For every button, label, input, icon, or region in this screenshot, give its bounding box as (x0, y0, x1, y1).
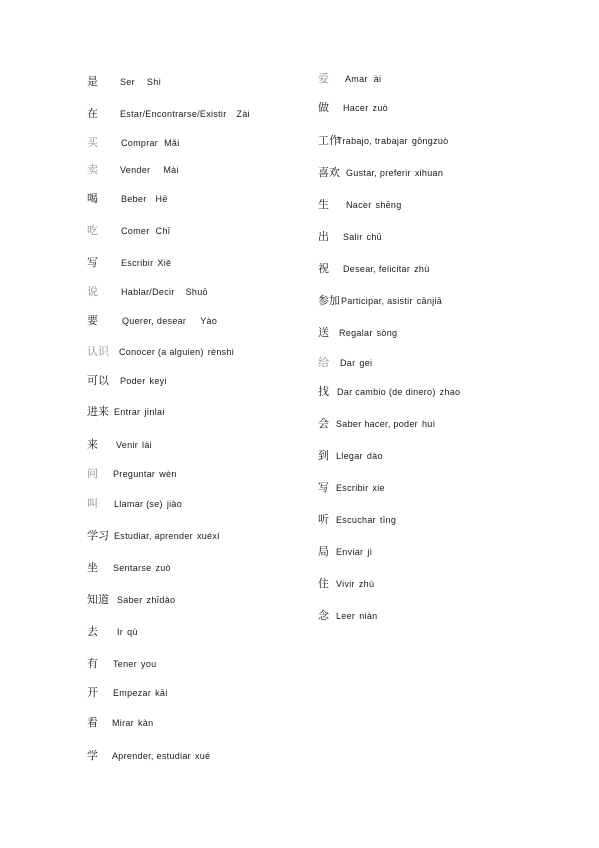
hanzi-term: 喜欢 (318, 166, 340, 179)
translation (336, 610, 377, 622)
translation (337, 135, 448, 147)
spanish-meaning: Saber hacer, poder (336, 419, 418, 429)
pinyin: qù (127, 627, 138, 637)
spanish-meaning: Gustar, preferir (346, 168, 411, 178)
spanish-meaning: Conocer (a alguien) (119, 347, 204, 357)
spanish-meaning: Salir (343, 232, 363, 242)
pinyin: Hē (155, 194, 168, 204)
spanish-meaning: Mirar (112, 718, 134, 728)
spanish-meaning: Saber (117, 595, 143, 605)
hanzi-term: 生 (318, 198, 329, 211)
spanish-meaning: Ir (117, 627, 124, 637)
translation (336, 450, 383, 462)
pinyin: niàn (359, 611, 378, 621)
pinyin: rènshi (207, 347, 235, 357)
hanzi-term: 开 (87, 686, 98, 699)
spanish-meaning: Comprar (121, 138, 159, 148)
hanzi-term: 问 (87, 467, 98, 480)
pinyin: you (141, 659, 157, 669)
spanish-meaning: Vivir (336, 579, 355, 589)
pinyin: zhīdào (146, 595, 176, 605)
hanzi-term: 爱 (318, 72, 329, 85)
spanish-meaning: Escribir (336, 483, 369, 493)
pinyin: keyi (149, 376, 167, 386)
hanzi-term: 做 (318, 101, 329, 114)
spanish-meaning: Sentarse (113, 563, 152, 573)
spanish-meaning: Regalar (339, 328, 373, 338)
hanzi-term: 听 (318, 513, 329, 526)
pinyin: huì (421, 419, 436, 429)
spanish-meaning: Tener (113, 659, 138, 669)
translation (345, 73, 381, 85)
spanish-meaning: Dar cambio (de dinero) (337, 387, 436, 397)
pinyin: jì (367, 547, 373, 557)
hanzi-term: 学 (87, 749, 98, 762)
spanish-meaning: Poder (120, 376, 146, 386)
pinyin: Shì (146, 77, 162, 87)
hanzi-term: 参加 (318, 294, 340, 307)
spanish-meaning: Enviar (336, 547, 364, 557)
hanzi-term: 写 (87, 256, 98, 269)
hanzi-term: 是 (87, 75, 98, 88)
spanish-meaning: Entrar (114, 407, 141, 417)
pinyin: Zài (236, 109, 250, 119)
hanzi-term: 给 (318, 356, 329, 369)
pinyin: xihuan (414, 168, 444, 178)
pinyin: ài (373, 74, 382, 84)
hanzi-term: 叫 (87, 497, 98, 510)
pinyin: xué (194, 751, 211, 761)
translation (336, 514, 396, 526)
hanzi-term: 要 (87, 314, 98, 327)
spanish-meaning: Preguntar (113, 469, 156, 479)
pinyin: tīng (379, 515, 397, 525)
translation (336, 482, 385, 494)
pinyin: sòng (376, 328, 398, 338)
hanzi-term: 找 (318, 385, 329, 398)
pinyin: zhù (414, 264, 430, 274)
pinyin: jìnlai (144, 407, 165, 417)
hanzi-term: 在 (87, 107, 98, 120)
pinyin: zhao (439, 387, 461, 397)
hanzi-term: 卖 (87, 163, 98, 176)
pinyin: xie (372, 483, 385, 493)
spanish-meaning: Leer (336, 611, 356, 621)
hanzi-term: 认识 (87, 345, 109, 358)
translation (339, 327, 397, 339)
spanish-meaning: Participar, asistir (341, 296, 413, 306)
pinyin: Xiě (157, 258, 172, 268)
hanzi-term: 看 (87, 716, 98, 729)
pinyin: zuò (372, 103, 388, 113)
hanzi-term: 喝 (87, 192, 98, 205)
hanzi-term: 出 (318, 230, 329, 243)
pinyin: kàn (138, 718, 154, 728)
hanzi-term: 局 (318, 545, 329, 558)
spanish-meaning: Estar/Encontrarse/Existir (120, 109, 227, 119)
pinyin: shēng (375, 200, 402, 210)
translation (336, 578, 374, 590)
translation (337, 386, 460, 398)
pinyin: Mǎi (164, 138, 180, 148)
spanish-meaning: Amar (345, 74, 368, 84)
hanzi-term: 学习 (87, 529, 109, 542)
spanish-meaning: Ser (120, 77, 135, 87)
translation (346, 199, 402, 211)
pinyin: chū (366, 232, 382, 242)
translation (346, 167, 443, 179)
spanish-meaning: Llegar (336, 451, 363, 461)
hanzi-term: 会 (318, 417, 329, 430)
spanish-meaning: Escuchar (336, 515, 376, 525)
translation (341, 295, 442, 307)
spanish-meaning: Beber (121, 194, 147, 204)
hanzi-term: 知道 (87, 593, 109, 606)
spanish-meaning: Hacer (343, 103, 369, 113)
pinyin: kāi (155, 688, 168, 698)
spanish-meaning: Dar (340, 358, 356, 368)
pinyin: zhù (358, 579, 375, 589)
spanish-meaning: Estudiar, aprender (114, 531, 193, 541)
hanzi-term: 念 (318, 609, 329, 622)
hanzi-term: 祝 (318, 262, 329, 275)
spanish-meaning: Escribir (121, 258, 154, 268)
hanzi-term: 写 (318, 481, 329, 494)
spanish-meaning: Aprender, estudiar (112, 751, 191, 761)
spanish-meaning: Hablar/Decir (121, 287, 175, 297)
translation (340, 357, 372, 369)
spanish-meaning: Llamar (se) (114, 499, 163, 509)
spanish-meaning: Nacer (346, 200, 372, 210)
pinyin: Shuō (185, 287, 208, 297)
translation (343, 231, 382, 243)
pinyin: zuò (155, 563, 171, 573)
spanish-meaning: Comer (121, 226, 150, 236)
pinyin: Yào (200, 316, 218, 326)
translation (343, 263, 430, 275)
pinyin: xuéxí (196, 531, 220, 541)
hanzi-term: 住 (318, 577, 329, 590)
pinyin: cānjiā (416, 296, 443, 306)
spanish-meaning: Querer, desear (122, 316, 187, 326)
hanzi-term: 工作 (318, 134, 340, 147)
hanzi-term: 坐 (87, 561, 98, 574)
hanzi-term: 有 (87, 657, 98, 670)
spanish-meaning: Trabajo, trabajar (337, 136, 408, 146)
pinyin: Mài (163, 165, 179, 175)
pinyin: wèn (159, 469, 177, 479)
spanish-meaning: Empezar (113, 688, 152, 698)
pinyin: gōngzuò (411, 136, 449, 146)
translation (336, 546, 372, 558)
pinyin: dào (366, 451, 383, 461)
translation (343, 102, 388, 114)
hanzi-term: 买 (87, 136, 98, 149)
hanzi-term: 送 (318, 326, 329, 339)
hanzi-term: 去 (87, 625, 98, 638)
hanzi-term: 可以 (87, 374, 109, 387)
pinyin: lái (142, 440, 152, 450)
spanish-meaning: Vender (120, 165, 151, 175)
spanish-meaning: Desear, felicitar (343, 264, 411, 274)
hanzi-term: 进来 (87, 405, 109, 418)
pinyin: Chī (155, 226, 171, 236)
hanzi-term: 说 (87, 285, 98, 298)
hanzi-term: 吃 (87, 224, 98, 237)
pinyin: gei (359, 358, 373, 368)
hanzi-term: 到 (318, 449, 329, 462)
translation (336, 418, 435, 430)
spanish-meaning: Venir (116, 440, 139, 450)
pinyin: jiào (166, 499, 183, 509)
hanzi-term: 来 (87, 438, 98, 451)
